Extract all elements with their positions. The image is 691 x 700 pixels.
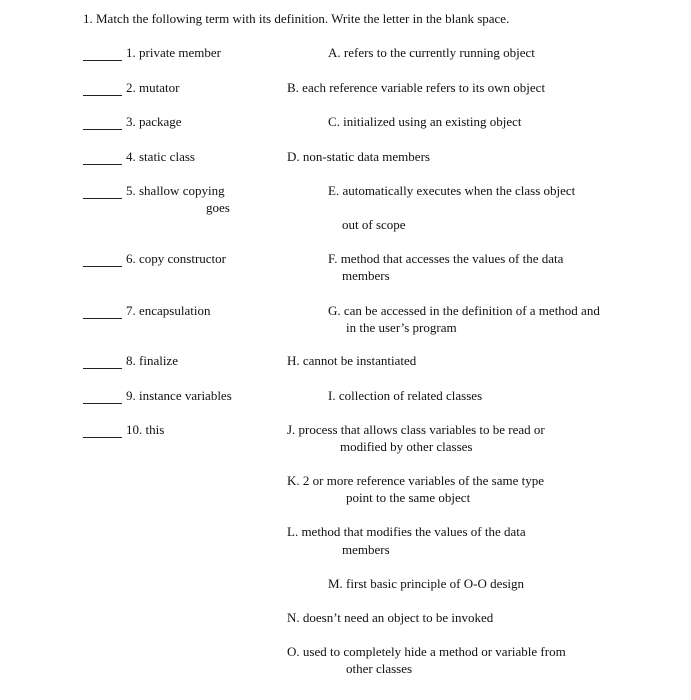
term-9: 9. instance variables bbox=[126, 388, 232, 403]
term-7: 7. encapsulation bbox=[126, 303, 211, 318]
term-5: 5. shallow copying bbox=[126, 183, 225, 198]
answer-blank-3[interactable] bbox=[83, 129, 122, 130]
answer-blank-1[interactable] bbox=[83, 60, 122, 61]
answer-blank-6[interactable] bbox=[83, 266, 122, 267]
question-title: 1. Match the following term with its definition. Write the letter in the blank space. bbox=[83, 11, 510, 26]
definition-l-continuation: members bbox=[342, 542, 390, 557]
definition-l: L. method that modifies the values of the data bbox=[287, 524, 526, 539]
definition-c: C. initialized using an existing object bbox=[328, 114, 522, 129]
definition-g-continuation: in the user’s program bbox=[346, 320, 457, 335]
definition-d: D. non-static data members bbox=[287, 149, 430, 164]
answer-blank-4[interactable] bbox=[83, 164, 122, 165]
term-2: 2. mutator bbox=[126, 80, 180, 95]
definition-g: G. can be accessed in the definition of a method and bbox=[328, 303, 600, 318]
answer-blank-2[interactable] bbox=[83, 95, 122, 96]
definition-o-continuation: other classes bbox=[346, 661, 413, 676]
definition-i: I. collection of related classes bbox=[328, 388, 483, 403]
answer-blank-7[interactable] bbox=[83, 318, 122, 319]
answer-blank-10[interactable] bbox=[83, 437, 122, 438]
answer-blank-9[interactable] bbox=[83, 403, 122, 404]
term-3: 3. package bbox=[126, 114, 182, 129]
definition-n: N. doesn’t need an object to be invoked bbox=[287, 610, 494, 625]
term-5-continuation: goes bbox=[206, 200, 230, 215]
definition-k: K. 2 or more reference variables of the same type bbox=[287, 473, 544, 488]
definition-e-continuation: out of scope bbox=[342, 217, 406, 232]
answer-blank-8[interactable] bbox=[83, 368, 122, 369]
definition-j-continuation: modified by other classes bbox=[340, 439, 473, 454]
term-6: 6. copy constructor bbox=[126, 251, 227, 266]
definition-b: B. each reference variable refers to its own object bbox=[287, 80, 546, 95]
definition-m: M. first basic principle of O-O design bbox=[328, 576, 525, 591]
definition-k-continuation: point to the same object bbox=[346, 490, 471, 505]
term-10: 10. this bbox=[126, 422, 165, 437]
definition-o: O. used to completely hide a method or variable from bbox=[287, 644, 566, 659]
definition-f: F. method that accesses the values of the data bbox=[328, 251, 564, 266]
term-8: 8. finalize bbox=[126, 353, 178, 368]
definition-e: E. automatically executes when the class object bbox=[328, 183, 576, 198]
definition-a: A. refers to the currently running object bbox=[328, 45, 535, 60]
definition-h: H. cannot be instantiated bbox=[287, 353, 417, 368]
term-1: 1. private member bbox=[126, 45, 221, 60]
definition-f-continuation: members bbox=[342, 268, 390, 283]
definition-j: J. process that allows class variables to be read or bbox=[287, 422, 545, 437]
answer-blank-5[interactable] bbox=[83, 198, 122, 199]
term-4: 4. static class bbox=[126, 149, 195, 164]
